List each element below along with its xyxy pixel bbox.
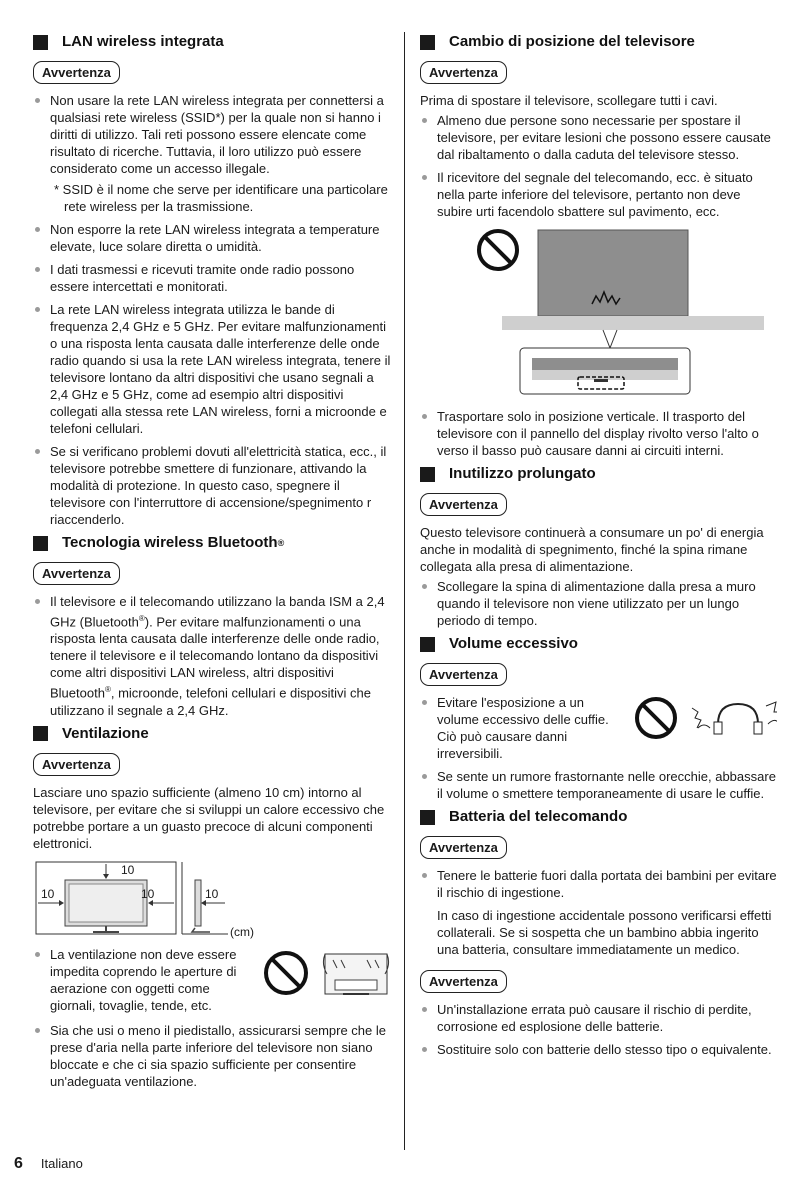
- heading-square-icon: [420, 637, 435, 652]
- page-footer: [14, 1155, 83, 1173]
- section-heading-volume: Volume eccessivo: [420, 635, 777, 653]
- clearance-right-label: 10: [141, 886, 155, 901]
- heading-square-icon: [33, 536, 48, 551]
- idle-intro: Questo televisore continuerà a consumare un po' di energia anche in modalità di spegnimento, finché la spina rimane collegata alla presa di alimentazione.: [420, 525, 764, 574]
- battery-ingestion-note: In caso di ingestione accidentale possono verificarsi effetti collaterali. Se si sospetta che un bambino abbia ingerito una batteria, consultare immediatamente un medico.: [437, 908, 772, 957]
- battery-list: [420, 867, 777, 958]
- list-item: Sostituire solo con batterie dello stesso tipo o equivalente.: [420, 1041, 777, 1058]
- section-heading-relocation: Cambio di posizione del televisore: [420, 33, 777, 51]
- left-column: [33, 30, 391, 1096]
- warning-badge: Avvertenza: [33, 753, 120, 776]
- footer-language: Italiano: [40, 1156, 83, 1171]
- page-number: 6: [14, 1155, 23, 1172]
- relocation-list-2: [420, 408, 777, 459]
- heading-square-icon: [420, 35, 435, 50]
- list-item: Non usare la rete LAN wireless integrata per connettersi a qualsiasi rete wireless (SSID*) per la quale non si hanno i diritti di utilizzo. Tali reti possono essere elencate come risultato di ricerche. Tuttavia, il loro utilizzo può essere considerato come un accesso illegale. * SSID è il nome che serve per identificare una particolare rete wireless per la trasmissione.: [33, 92, 391, 215]
- idle-list: [420, 578, 777, 629]
- lan-list: [33, 92, 391, 528]
- list-item: Se si verificano problemi dovuti all'elettricità statica, ecc., il televisore potrebbe smettere di funzionare, attivando la modalità di protezione. In questo caso, spegnere il televisore con l'interruttore di accensione/spegnimento r riaccenderlo.: [33, 443, 391, 528]
- heading-square-icon: [33, 726, 48, 741]
- list-item: Il televisore e il telecomando utilizzano la banda ISM a 2,4 GHz (Bluetooth®). Per evitare malfunzionamenti o una risposta lenta causata dalle interferenze delle onde radio, tenere il televisore e il telecomando lontano da dispositivi come altri dispositivi LAN wireless, altri dispositivi Bluetooth®, microonde, telefoni cellulari e dispositivi che utilizzano il segnale a 2,4 GHz.: [33, 593, 391, 719]
- warning-badge: Avvertenza: [420, 970, 507, 993]
- clearance-side-label: 10: [205, 886, 219, 901]
- list-item: Un'installazione errata può causare il rischio di perdite, corrosione ed esplosione delle batterie.: [420, 1001, 777, 1035]
- section-heading-battery: Batteria del telecomando: [420, 808, 777, 826]
- right-column: [420, 30, 777, 1064]
- list-item: La rete LAN wireless integrata utilizza le bande di frequenza 2,4 GHz e 5 GHz. Per evitare malfunzionamenti o una risposta lenta causata dalle interferenze delle onde radio quando si usa la rete LAN wireless integrata, tenere il televisore lontano da altri dispositivi che usano segnali a 2,4 GHz e 5 GHz, come ad esempio altri dispositivi collegati alla stessa rete LAN wireless, forni a microonde e telefoni cellulari.: [33, 301, 391, 437]
- heading-square-icon: [420, 467, 435, 482]
- list-item: Trasportare solo in posizione verticale. Il trasporto del televisore con il pannello del display rivolto verso l'alto o verso il basso può causare danni ai circuiti interni.: [420, 408, 777, 459]
- list-item: La ventilazione non deve essere impedita coprendo le aperture di aerazione con oggetti come giornali, tovaglie, tende, etc.: [33, 946, 391, 1014]
- tv-clearance-illustration: [33, 860, 263, 942]
- heading-square-icon: [420, 810, 435, 825]
- list-item: Non esporre la rete LAN wireless integrata a temperature elevate, luce solare diretta o umidità.: [33, 221, 391, 255]
- ventilation-intro: Lasciare uno spazio sufficiente (almeno 10 cm) intorno al televisore, per evitare che si sviluppi un calore eccessivo che potrebbe portare a un guasto precoce di alcuni componenti elettronici.: [33, 784, 385, 851]
- column-divider: [404, 32, 405, 1150]
- warning-badge: Avvertenza: [420, 61, 507, 84]
- list-item: Sia che usi o meno il piedistallo, assicurarsi sempre che le prese d'aria nella parte inferiore del televisore non siano bloccate e che ci sia spazio sufficiente per consentire un'adeguata ventilazione.: [33, 1022, 391, 1090]
- list-item: Scollegare la spina di alimentazione dalla presa a muro quando il televisore non viene utilizzato per un lungo periodo di tempo.: [420, 578, 777, 629]
- ventilation-list: [33, 946, 391, 1090]
- tv-floor-impact-illustration: [420, 226, 777, 404]
- unit-label: (cm): [230, 924, 254, 939]
- section-heading-idle: Inutilizzo prolungato: [420, 465, 777, 483]
- list-item: Tenere le batterie fuori dalla portata dei bambini per evitare il rischio di ingestione. In caso di ingestione accidentale possono verificarsi effetti collaterali. Se si sospetta che un bambino abbia ingerito una batteria, consultare immediatamente un medico.: [420, 867, 777, 958]
- tv-impact-figure: [420, 226, 777, 404]
- list-item: Almeno due persone sono necessarie per spostare il televisore, per evitare lesioni che possono essere causate dal ribaltamento o dalla caduta del televisore stesso.: [420, 112, 777, 163]
- no-covering-icon: [263, 946, 391, 1002]
- warning-badge: Avvertenza: [420, 493, 507, 516]
- warning-badge: Avvertenza: [420, 663, 507, 686]
- list-item: Evitare l'esposizione a un volume eccessivo delle cuffie. Ciò può causare danni irreversibili.: [420, 694, 777, 762]
- ventilation-clearance-figure: [33, 860, 391, 942]
- list-item: Se sente un rumore frastornante nelle orecchie, abbassare il volume o smettere temporaneamente di usare le cuffie.: [420, 768, 777, 802]
- ssid-note: * SSID è il nome che serve per identificare una particolare rete wireless per la trasmissione.: [54, 182, 388, 214]
- no-loud-headphones-icon: [632, 694, 777, 744]
- volume-list: [420, 694, 777, 802]
- warning-badge: Avvertenza: [33, 562, 120, 585]
- clearance-left-label: 10: [41, 886, 55, 901]
- bluetooth-list: [33, 593, 391, 719]
- section-heading-bluetooth: Tecnologia wireless Bluetooth ®: [33, 534, 391, 552]
- clearance-top-label: 10: [121, 862, 135, 877]
- relocation-intro: Prima di spostare il televisore, scollegare tutti i cavi.: [420, 93, 718, 108]
- battery-list-2: [420, 1001, 777, 1058]
- section-heading-lan: LAN wireless integrata: [33, 33, 391, 51]
- relocation-list: [420, 112, 777, 220]
- warning-badge: Avvertenza: [33, 61, 120, 84]
- heading-square-icon: [33, 35, 48, 50]
- warning-badge: Avvertenza: [420, 836, 507, 859]
- list-item: I dati trasmessi e ricevuti tramite onde radio possono essere intercettati e monitorati.: [33, 261, 391, 295]
- section-heading-ventilation: Ventilazione: [33, 725, 391, 743]
- list-item: Il ricevitore del segnale del telecomando, ecc. è situato nella parte inferiore del televisore, pertanto non deve subire urti facendolo sbattere sul pavimento, ecc.: [420, 169, 777, 220]
